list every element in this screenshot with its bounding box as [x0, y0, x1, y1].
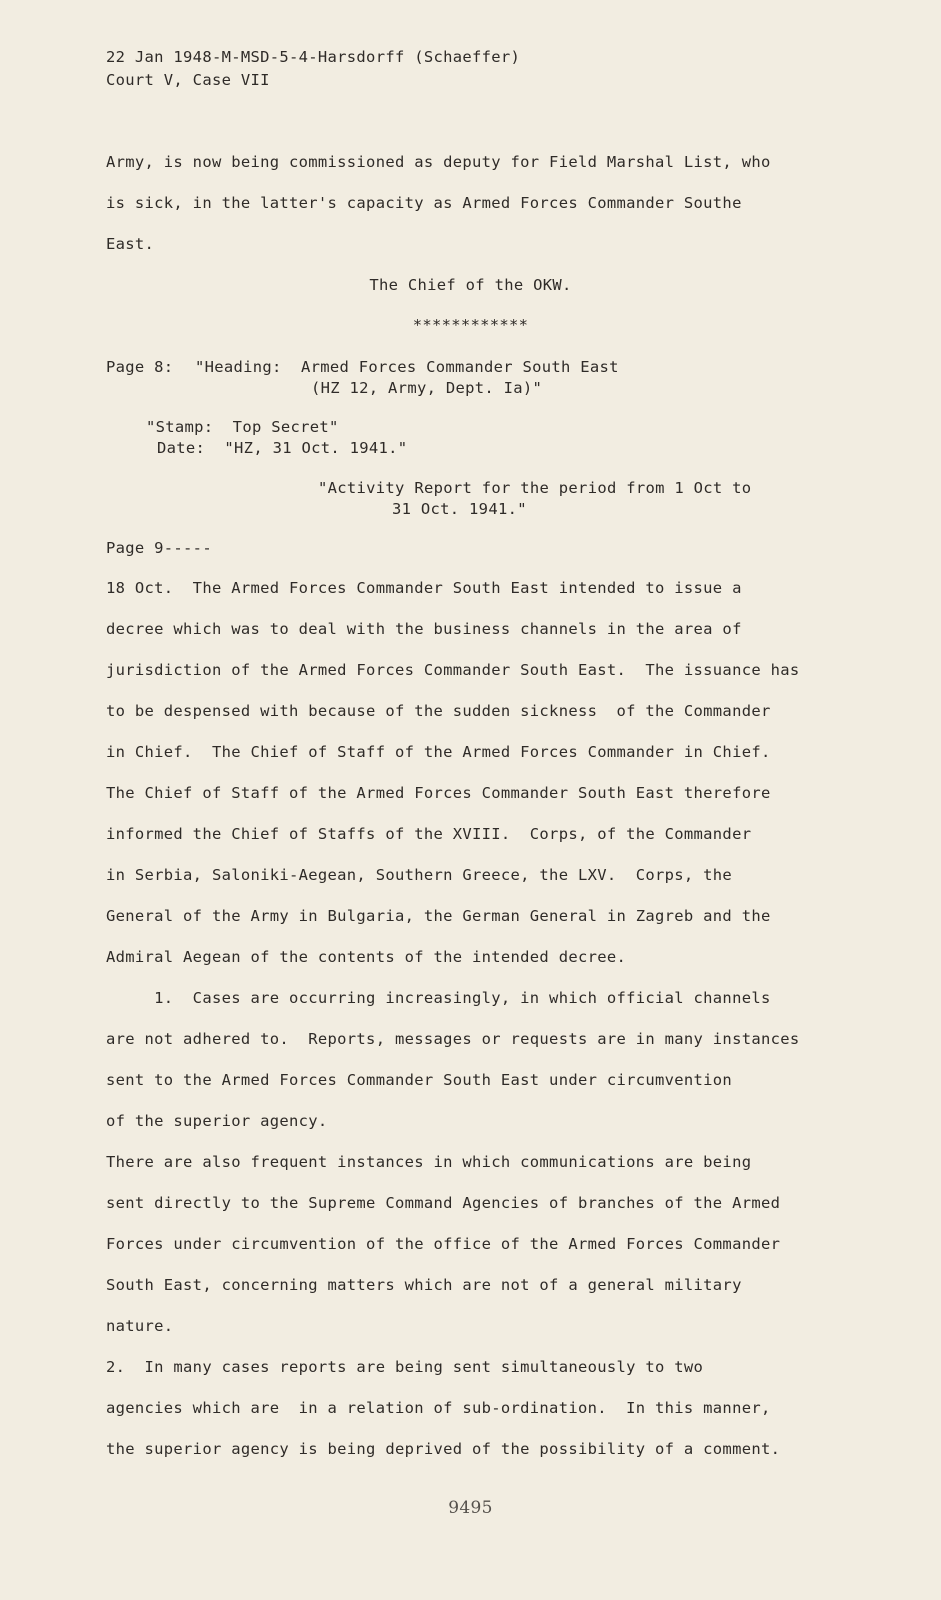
intro-line: East.	[106, 235, 155, 253]
body-line: 18 Oct. The Armed Forces Commander South East intended to issue a	[106, 579, 742, 597]
page8-report-line-1: "Activity Report for the period from 1 Oct to	[318, 479, 752, 497]
body-line: sent to the Armed Forces Commander South East under circumvention	[106, 1071, 733, 1089]
body-line: The Chief of Staff of the Armed Forces Commander South East therefore	[106, 784, 771, 802]
header-line-1: 22 Jan 1948-M-MSD-5-4-Harsdorff (Schaeffer)	[106, 48, 521, 66]
body-line: jurisdiction of the Armed Forces Commander South East. The issuance has	[106, 661, 800, 679]
page8-heading-line-1: "Heading: Armed Forces Commander South East	[195, 358, 619, 376]
intro-line: Army, is now being commissioned as deputy for Field Marshal List, who	[106, 153, 771, 171]
body-line: sent directly to the Supreme Command Agencies of branches of the Armed	[106, 1194, 781, 1212]
body-line: General of the Army in Bulgaria, the German General in Zagreb and the	[106, 907, 771, 925]
page8-label: Page 8:	[106, 358, 174, 376]
body-line: in Serbia, Saloniki-Aegean, Southern Greece, the LXV. Corps, the	[106, 866, 733, 884]
body-line: of the superior agency.	[106, 1112, 328, 1130]
page-number: 9495	[448, 1498, 493, 1518]
body-line: Admiral Aegean of the contents of the intended decree.	[106, 948, 627, 966]
body-line: decree which was to deal with the business channels in the area of	[106, 620, 742, 638]
body-line: to be despensed with because of the sudden sickness of the Commander	[106, 702, 771, 720]
body-line: the superior agency is being deprived of the possibility of a comment.	[106, 1440, 781, 1458]
body-line: in Chief. The Chief of Staff of the Armed Forces Commander in Chief.	[106, 743, 771, 761]
page8-date: Date: "HZ, 31 Oct. 1941."	[157, 439, 408, 457]
body-line: agencies which are in a relation of sub-ordination. In this manner,	[106, 1399, 771, 1417]
header-line-2: Court V, Case VII	[106, 71, 270, 89]
body-line: There are also frequent instances in which communications are being	[106, 1153, 752, 1171]
page8-heading-line-2: (HZ 12, Army, Dept. Ia)"	[311, 379, 543, 397]
body-line: 2. In many cases reports are being sent simultaneously to two	[106, 1358, 704, 1376]
body-line: informed the Chief of Staffs of the XVIII. Corps, of the Commander	[106, 825, 752, 843]
signature: The Chief of the OKW.	[369, 276, 572, 294]
body-line: Forces under circumvention of the office of the Armed Forces Commander	[106, 1235, 781, 1253]
body-line: 1. Cases are occurring increasingly, in which official channels	[106, 989, 771, 1007]
page9-label: Page 9-----	[106, 539, 212, 557]
separator: ************	[412, 316, 529, 334]
page8-report-line-2: 31 Oct. 1941."	[392, 500, 527, 518]
intro-line: is sick, in the latter's capacity as Armed Forces Commander Southe	[106, 194, 742, 212]
body-line: nature.	[106, 1317, 174, 1335]
body-line: are not adhered to. Reports, messages or requests are in many instances	[106, 1030, 800, 1048]
body-line: South East, concerning matters which are not of a general military	[106, 1276, 742, 1294]
page8-stamp: "Stamp: Top Secret"	[146, 418, 339, 436]
